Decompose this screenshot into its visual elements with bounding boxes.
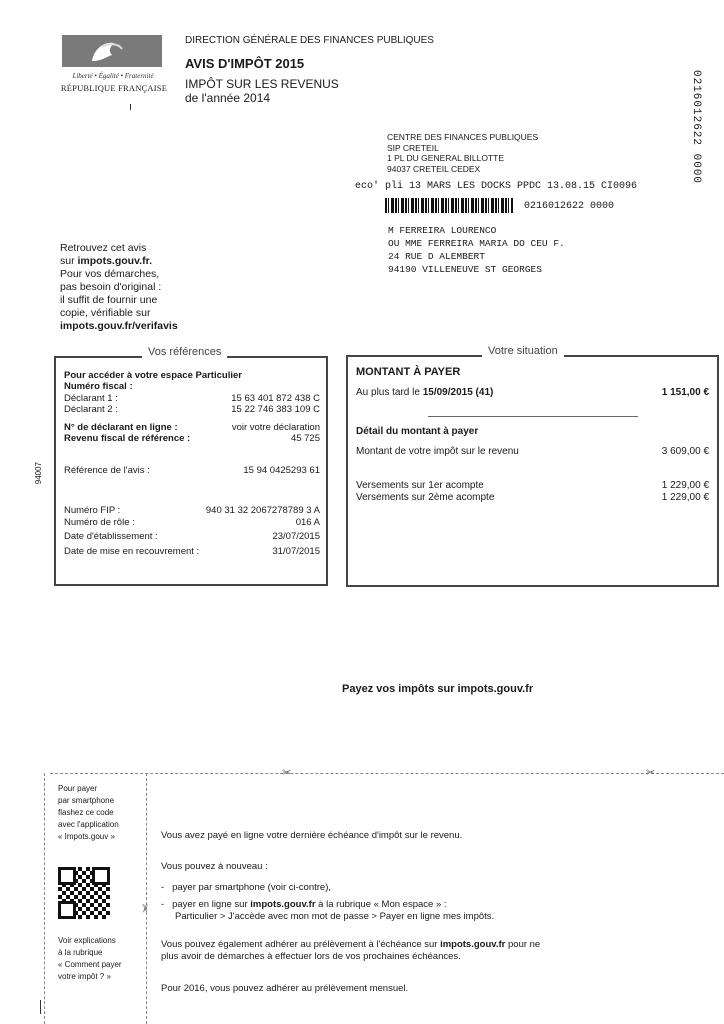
ref-avis-row — [64, 465, 320, 476]
marianne-icon — [62, 35, 162, 67]
scissors-icon: ✂ — [282, 767, 292, 779]
cut-line-horizontal — [50, 773, 724, 774]
info-line: il suffit de fournir une — [60, 294, 158, 306]
impot-value: 3 609,00 € — [661, 446, 709, 457]
situation-box — [346, 355, 719, 587]
cut-line-vertical — [146, 773, 147, 1024]
coupon-bullet-2-path: Particulier > J'accède avec mon mot de passe > Payer en ligne mes impôts. — [175, 911, 495, 922]
cut-line-vertical-left — [44, 773, 45, 1024]
republic-name: RÉPUBLIQUE FRANÇAISE — [60, 83, 168, 93]
scissors-icon: ✂ — [138, 903, 151, 914]
page-subtitle-year: de l'année 2014 — [185, 91, 271, 105]
dgfip-title: DIRECTION GÉNÉRALE DES FINANCES PUBLIQUES — [185, 35, 434, 46]
address-line: 24 RUE D ALEMBERT — [388, 251, 485, 262]
para-text: Vous pouvez également adhérer au prélèvement à l'échéance sur — [161, 939, 441, 950]
side-line: « Comment payer — [58, 960, 122, 969]
edge-mark — [40, 1000, 41, 1014]
centre-line: SIP CRETEIL — [387, 142, 439, 153]
postal-eco-line: eco' pli 13 MARS LES DOCKS PPDC 13.08.15 CI0096 — [355, 181, 638, 192]
recouvrement-row — [64, 546, 320, 557]
montant-title: MONTANT À PAYER — [356, 366, 461, 378]
impot-label: Montant de votre impôt sur le revenu — [356, 446, 519, 457]
side-line: Voir explications — [58, 936, 116, 945]
acompte1-label: Versements sur 1er acompte — [356, 480, 484, 491]
declarant2-value: 15 22 746 383 109 C — [231, 404, 320, 415]
declarant1-row — [64, 393, 320, 404]
side-line: à la rubrique — [58, 948, 103, 957]
acompte2-value: 1 229,00 € — [661, 492, 709, 503]
info-line: copie, vérifiable sur — [60, 307, 151, 319]
barcode-number: 0216012622 0000 — [524, 201, 615, 212]
smartphone-instructions — [58, 783, 142, 843]
recouvrement-value: 31/07/2015 — [272, 546, 320, 557]
coupon-paragraph-2: Vous pouvez à nouveau : — [161, 861, 268, 872]
para-text: pour ne — [505, 939, 541, 950]
declarant2-row — [64, 404, 320, 415]
side-line: « Impots.gouv » — [58, 832, 115, 841]
fip-label: Numéro FIP : — [64, 505, 121, 516]
centre-line: CENTRE DES FINANCES PUBLIQUES — [387, 132, 539, 142]
etablissement-label: Date d'établissement : — [64, 531, 158, 542]
role-value: 016 A — [295, 517, 320, 528]
recouvrement-label: Date de mise en recouvrement : — [64, 546, 200, 557]
marianne-logo — [62, 35, 162, 67]
declarant2-label: Déclarant 2 : — [64, 404, 118, 415]
declarant1-label: Déclarant 1 : — [64, 393, 118, 404]
side-line: flashez ce code — [58, 808, 114, 817]
verification-info — [60, 242, 178, 333]
side-line: avec l'application — [58, 820, 119, 829]
qr-finder — [58, 867, 76, 885]
role-row — [64, 517, 320, 528]
verifavis-link[interactable]: impots.gouv.fr/verifavis — [60, 320, 178, 332]
page-title: AVIS D'IMPÔT 2015 — [185, 56, 305, 71]
rfr-row — [64, 433, 320, 444]
explanations-note — [58, 935, 142, 983]
qr-finder — [58, 901, 76, 919]
pay-online-banner: Payez vos impôts sur impots.gouv.fr — [342, 683, 534, 695]
fip-value: 940 31 32 2067278789 3 A — [205, 505, 320, 516]
info-line — [60, 255, 178, 268]
coupon-paragraph-3 — [161, 939, 540, 951]
bullet-text: payer en ligne sur — [172, 899, 251, 910]
info-line: pas besoin d'original : — [60, 281, 162, 293]
coupon-bullet-1: - payer par smartphone (voir ci-contre), — [161, 882, 332, 893]
info-line: Retrouvez cet avis — [60, 242, 147, 254]
coupon-paragraph-1: Vous avez payé en ligne votre dernière échéance d'impôt sur le revenu. — [161, 830, 463, 841]
ref-avis-label: Référence de l'avis : — [64, 465, 150, 476]
republic-motto: Liberté • Égalité • Fraternité — [72, 72, 154, 80]
info-line: Pour vos démarches, — [60, 268, 160, 280]
coupon-paragraph-4: Pour 2016, vous pouvez adhérer au prélèvement mensuel. — [161, 983, 409, 994]
page-subtitle: IMPÔT SUR LES REVENUS — [185, 77, 339, 91]
vertical-reference-number: 0216012622 0000 — [690, 70, 702, 185]
address-line: OU MME FERREIRA MARIA DO CEU F. — [388, 238, 565, 249]
address-line: 94190 VILLENEUVE ST GEORGES — [388, 264, 542, 275]
tax-centre-address — [387, 132, 538, 174]
info-text: sur — [60, 255, 78, 267]
impots-link[interactable]: impots.gouv.fr. — [77, 255, 152, 267]
address-line: M FERREIRA LOURENCO — [388, 225, 497, 236]
rfr-value: 45 725 — [290, 433, 320, 444]
recipient-address — [388, 224, 565, 276]
side-code: 94007 — [34, 462, 43, 485]
acompte1-value: 1 229,00 € — [661, 480, 709, 491]
bullet-text: à la rubrique « Mon espace » : — [315, 899, 447, 910]
side-line: Pour payer — [58, 784, 98, 793]
ref-avis-value: 15 94 0425293 61 — [243, 465, 320, 476]
role-label: Numéro de rôle : — [64, 517, 135, 528]
coupon-paragraph-3-line2: plus avoir de démarches à effectuer lors de vos prochaines échéances. — [161, 951, 461, 962]
impots-link[interactable]: impots.gouv.fr — [440, 939, 506, 950]
due-date-value: 15/09/2015 (41) — [422, 387, 494, 398]
espace-heading: Pour accéder à votre espace Particulier — [64, 370, 242, 381]
acompte2-label: Versements sur 2ème acompte — [356, 492, 495, 503]
etablissement-value: 23/07/2015 — [272, 531, 320, 542]
bullet-text: payer par smartphone (voir ci-contre), — [172, 882, 332, 893]
numero-fiscal-label: Numéro fiscal : — [64, 381, 133, 392]
divider — [428, 416, 638, 417]
tick-mark — [130, 104, 131, 110]
num-declarant-label: N° de déclarant en ligne : — [64, 422, 178, 433]
scissors-icon: ✂ — [646, 767, 656, 779]
coupon-bullet-2: - payer en ligne sur impots.gouv.fr à la rubrique « Mon espace » : — [161, 899, 447, 910]
centre-line: 94037 CRETEIL CEDEX — [387, 163, 481, 174]
fip-row — [64, 505, 320, 516]
detail-title: Détail du montant à payer — [356, 426, 479, 437]
due-date-row — [356, 387, 493, 398]
montant-value: 1 151,00 € — [661, 387, 709, 398]
impots-link[interactable]: impots.gouv.fr — [250, 899, 316, 910]
num-declarant-row — [64, 422, 320, 433]
situation-label: Votre situation — [482, 345, 564, 357]
qr-finder — [92, 867, 110, 885]
etablissement-row — [64, 531, 320, 542]
side-line: votre impôt ? » — [58, 972, 111, 981]
num-declarant-value: voir votre déclaration — [231, 422, 320, 433]
side-line: par smartphone — [58, 796, 115, 805]
rfr-label: Revenu fiscal de référence : — [64, 433, 191, 444]
qr-code[interactable] — [58, 867, 110, 919]
declarant1-value: 15 63 401 872 438 C — [231, 393, 320, 404]
references-box — [54, 356, 328, 586]
due-date-label: Au plus tard le — [356, 387, 423, 398]
references-label: Vos références — [142, 346, 227, 358]
centre-line: 1 PL DU GENERAL BILLOTTE — [387, 153, 504, 163]
barcode — [385, 198, 513, 213]
